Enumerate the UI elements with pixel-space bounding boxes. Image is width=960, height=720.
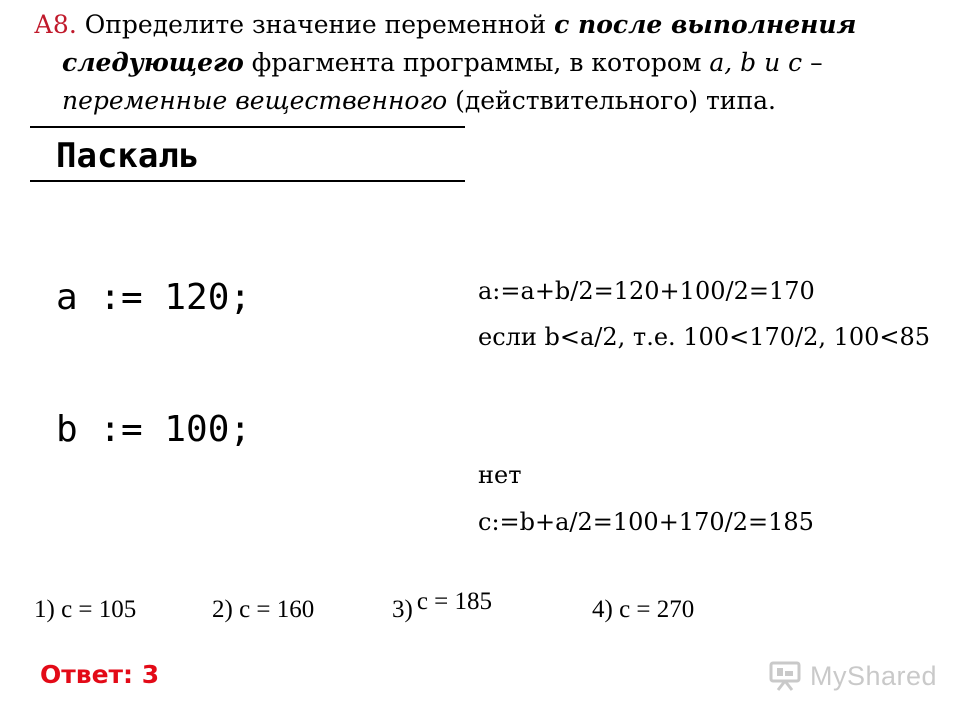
answer-option-1: 1) c = 105 <box>34 596 137 623</box>
code-line: a := 120; <box>56 277 252 318</box>
calc-step-3: нет <box>478 461 522 489</box>
question-text: А8. Определите значение переменной с после выполнения следующего фрагмента программы, в котором a, b и c – переменные вещественного (действительного) типа. <box>34 10 857 115</box>
presentation-board-icon <box>768 659 802 693</box>
code-panel <box>30 126 465 530</box>
code-line: b := 100; <box>56 409 252 450</box>
calc-step-1: a:=a+b/2=120+100/2=170 <box>478 277 815 305</box>
code-rule-mid <box>30 180 465 182</box>
code-language-header: Паскаль <box>56 136 200 176</box>
calc-step-2: если b<a/2, т.е. 100<170/2, 100<85 <box>478 323 931 351</box>
calc-step-4: с:=b+a/2=100+170/2=185 <box>478 508 814 536</box>
watermark <box>768 656 937 696</box>
code-rule-top <box>30 126 465 128</box>
question-id: А8. <box>34 10 77 39</box>
code-lines <box>56 188 424 530</box>
answer-option-2: 2) c = 160 <box>212 596 315 623</box>
answer-option-3: 3) c = 185 <box>392 588 493 623</box>
answer-label: Ответ: 3 <box>40 660 160 689</box>
answer-option-4: 4) c = 270 <box>592 596 695 623</box>
watermark-text: MyShared <box>810 660 938 691</box>
